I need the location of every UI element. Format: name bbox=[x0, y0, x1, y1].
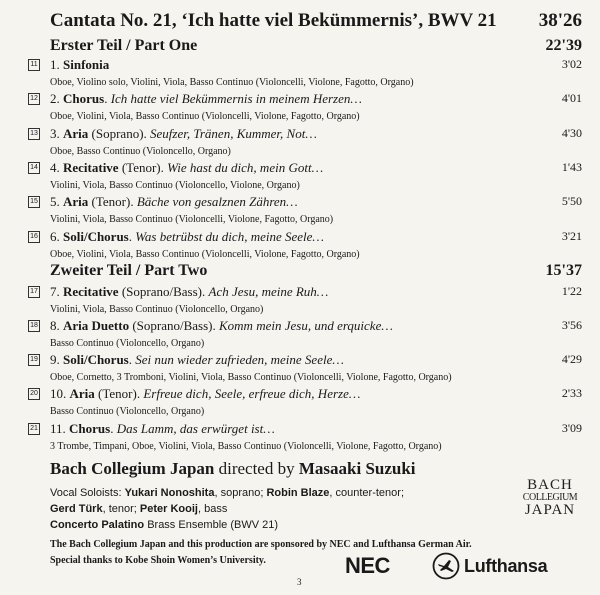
movement-type: Aria bbox=[63, 126, 89, 141]
part-two-title: Zweiter Teil / Part Two bbox=[50, 262, 208, 279]
track-title-line bbox=[50, 386, 582, 402]
part-two-duration: 15'37 bbox=[545, 262, 582, 279]
movement-voice: . bbox=[104, 91, 108, 106]
movement-text: Wie hast du dich, mein Gott… bbox=[167, 160, 324, 175]
track-instrumentation: Violini, Viola, Basso Continuo (Violoncelli, Violone, Fagotto, Organo) bbox=[50, 214, 334, 225]
movement-type: Recitative bbox=[63, 284, 119, 299]
track-number-box: 19 bbox=[28, 354, 40, 366]
track-instrumentation: Basso Continuo (Violoncello, Organo) bbox=[50, 406, 205, 417]
track-duration: 3'02 bbox=[561, 57, 582, 71]
part-two-heading bbox=[50, 262, 582, 280]
sponsor-line-1: The Bach Collegium Japan and this production are sponsored by NEC and Lufthansa German Air. bbox=[50, 539, 472, 550]
track-row bbox=[28, 284, 582, 322]
cantata-title: Cantata No. 21, ‘Ich hatte viel Bekümmernis’, BWV 21 bbox=[50, 10, 497, 31]
track-title-line bbox=[50, 352, 582, 368]
track-row bbox=[28, 194, 582, 232]
track-title-line bbox=[50, 57, 582, 73]
lufthansa-logo: Lufthansa bbox=[464, 556, 548, 576]
total-duration: 38'26 bbox=[538, 10, 582, 31]
movement-voice: (Tenor). bbox=[118, 160, 164, 175]
track-row bbox=[28, 386, 582, 424]
movement-type: Aria Duetto bbox=[63, 318, 130, 333]
movement-type: Chorus bbox=[69, 421, 111, 436]
part-one-title: Erster Teil / Part One bbox=[50, 37, 198, 54]
track-duration: 4'01 bbox=[561, 91, 582, 105]
movement-text: Das Lamm, das erwürget ist… bbox=[116, 421, 275, 436]
soprano-role: , soprano; bbox=[214, 487, 264, 499]
nec-logo: NEC bbox=[345, 553, 390, 578]
movement-number: 11. bbox=[50, 421, 66, 436]
page-number: 3 bbox=[297, 577, 302, 587]
movement-number: 9. bbox=[50, 352, 60, 367]
track-number-box: 21 bbox=[28, 423, 40, 435]
movement-number: 5. bbox=[50, 194, 60, 209]
brass-ensemble-line bbox=[50, 519, 278, 531]
track-instrumentation: Basso Continuo (Violoncello, Organo) bbox=[50, 338, 205, 349]
track-duration: 1'43 bbox=[561, 160, 582, 174]
track-row bbox=[28, 91, 582, 129]
track-row bbox=[28, 352, 582, 390]
track-title bbox=[50, 194, 298, 210]
movement-text: Was betrübst du dich, meine Seele… bbox=[135, 229, 324, 244]
movement-type: Aria bbox=[63, 194, 89, 209]
track-title-line bbox=[50, 284, 582, 300]
track-duration: 5'50 bbox=[561, 194, 582, 208]
countertenor-role: , counter-tenor; bbox=[329, 487, 404, 499]
part-one-duration: 22'39 bbox=[545, 37, 582, 54]
directed-by-label: directed by bbox=[218, 459, 295, 478]
movement-text: Ich hatte viel Bekümmernis in meinem Herzen… bbox=[110, 91, 362, 106]
movement-number: 10. bbox=[50, 386, 67, 401]
ensemble-name: Bach Collegium Japan bbox=[50, 459, 215, 478]
movement-type: Recitative bbox=[63, 160, 119, 175]
movement-voice: (Tenor). bbox=[94, 386, 141, 401]
track-title-line bbox=[50, 229, 582, 245]
track-row bbox=[28, 126, 582, 164]
track-number-box: 12 bbox=[28, 93, 40, 105]
movement-text: Erfreue dich, Seele, erfreue dich, Herze… bbox=[143, 386, 361, 401]
movement-type: Aria bbox=[69, 386, 95, 401]
track-duration: 1'22 bbox=[561, 284, 582, 298]
track-title-line bbox=[50, 421, 582, 437]
bach-collegium-japan-logo bbox=[519, 478, 581, 518]
track-number-box: 13 bbox=[28, 128, 40, 140]
track-number-box: 15 bbox=[28, 196, 40, 208]
track-title-line bbox=[50, 160, 582, 176]
brass-ensemble-name: Concerto Palatino bbox=[50, 519, 145, 531]
movement-number: 4. bbox=[50, 160, 60, 175]
track-duration: 3'09 bbox=[561, 421, 582, 435]
track-instrumentation: Violini, Viola, Basso Continuo (Violoncello, Violone, Organo) bbox=[50, 180, 300, 191]
cantata-title-row bbox=[50, 10, 582, 32]
track-instrumentation: Violini, Viola, Basso Continuo (Violoncello, Organo) bbox=[50, 304, 264, 315]
track-title bbox=[50, 229, 324, 245]
track-title bbox=[50, 126, 317, 142]
track-title bbox=[50, 421, 275, 437]
soprano-name: Yukari Nonoshita bbox=[124, 487, 215, 499]
track-instrumentation: 3 Trombe, Timpani, Oboe, Violini, Viola, Basso Continuo (Violoncelli, Violone, Fagotto, Organo) bbox=[50, 441, 442, 452]
track-title-line bbox=[50, 126, 582, 142]
logo-line-bach: BACH bbox=[527, 477, 573, 493]
movement-text: Komm mein Jesu, und erquicke… bbox=[219, 318, 393, 333]
movement-voice: (Soprano/Bass). bbox=[118, 284, 206, 299]
track-title-line bbox=[50, 194, 582, 210]
track-duration: 4'30 bbox=[561, 126, 582, 140]
movement-voice: . bbox=[128, 229, 132, 244]
movement-type: Soli/Chorus bbox=[63, 352, 129, 367]
movement-voice: . bbox=[110, 421, 114, 436]
vocal-label: Vocal Soloists: bbox=[50, 487, 122, 499]
movement-text: Ach Jesu, meine Ruh… bbox=[208, 284, 329, 299]
track-row bbox=[28, 318, 582, 356]
movement-text: Sei nun wieder zufrieden, meine Seele… bbox=[135, 352, 344, 367]
movement-number: 2. bbox=[50, 91, 60, 106]
track-number-box: 17 bbox=[28, 286, 40, 298]
track-duration: 3'56 bbox=[561, 318, 582, 332]
bass-role: , bass bbox=[197, 503, 228, 515]
track-title bbox=[50, 318, 393, 334]
movement-number: 3. bbox=[50, 126, 60, 141]
movement-text: Seufzer, Tränen, Kummer, Not… bbox=[150, 126, 317, 141]
movement-type: Chorus bbox=[63, 91, 105, 106]
movement-type: Soli/Chorus bbox=[63, 229, 129, 244]
lufthansa-crane-icon bbox=[432, 552, 460, 580]
track-title bbox=[50, 386, 360, 402]
movement-voice: . bbox=[128, 352, 132, 367]
track-title bbox=[50, 57, 109, 73]
movement-text: Bäche von gesalznen Zähren… bbox=[136, 194, 298, 209]
sponsor-line-2: Special thanks to Kobe Shoin Women’s University. bbox=[50, 555, 266, 566]
track-instrumentation: Oboe, Violini, Viola, Basso Continuo (Violoncelli, Violone, Fagotto, Organo) bbox=[50, 249, 360, 260]
movement-voice: (Tenor). bbox=[88, 194, 134, 209]
track-number-box: 16 bbox=[28, 231, 40, 243]
movement-number: 6. bbox=[50, 229, 60, 244]
track-title-line bbox=[50, 91, 582, 107]
movement-number: 7. bbox=[50, 284, 60, 299]
vocal-soloists-line2 bbox=[50, 503, 227, 515]
track-number-box: 14 bbox=[28, 162, 40, 174]
track-title bbox=[50, 91, 362, 107]
track-duration: 3'21 bbox=[561, 229, 582, 243]
track-title bbox=[50, 284, 328, 300]
tenor-name: Gerd Türk bbox=[50, 503, 103, 515]
conductor-name: Masaaki Suzuki bbox=[298, 459, 416, 478]
tenor-role: , tenor; bbox=[102, 503, 137, 515]
track-title bbox=[50, 352, 344, 368]
vocal-soloists-line1 bbox=[50, 487, 404, 499]
part-one-heading bbox=[50, 37, 582, 55]
movement-number: 1. bbox=[50, 57, 60, 72]
track-instrumentation: Oboe, Violini, Viola, Basso Continuo (Violoncelli, Violone, Fagotto, Organo) bbox=[50, 111, 360, 122]
track-number-box: 11 bbox=[28, 59, 40, 71]
track-duration: 4'29 bbox=[561, 352, 582, 366]
track-instrumentation: Oboe, Violino solo, Violini, Viola, Basso Continuo (Violoncelli, Violone, Fagotto, Organo) bbox=[50, 77, 414, 88]
movement-type: Sinfonia bbox=[63, 57, 110, 72]
logo-line-japan: JAPAN bbox=[524, 502, 576, 518]
track-instrumentation: Oboe, Cornetto, 3 Tromboni, Violini, Viola, Basso Continuo (Violoncelli, Violone, Fagotto, Organo) bbox=[50, 372, 452, 383]
track-row bbox=[28, 57, 582, 95]
bass-name: Peter Kooij bbox=[139, 503, 198, 515]
movement-voice: (Soprano/Bass). bbox=[129, 318, 216, 333]
track-row bbox=[28, 160, 582, 198]
track-number-box: 20 bbox=[28, 388, 40, 400]
track-row bbox=[28, 421, 582, 459]
track-duration: 2'33 bbox=[561, 386, 582, 400]
movement-number: 8. bbox=[50, 318, 60, 333]
track-instrumentation: Oboe, Basso Continuo (Violoncello, Organo) bbox=[50, 146, 231, 157]
track-number-box: 18 bbox=[28, 320, 40, 332]
logo-line-collegium: COLLEGIUM bbox=[522, 492, 578, 503]
performer-heading bbox=[50, 459, 416, 479]
countertenor-name: Robin Blaze bbox=[266, 487, 330, 499]
track-title bbox=[50, 160, 323, 176]
track-title-line bbox=[50, 318, 582, 334]
brass-ensemble-role: Brass Ensemble (BWV 21) bbox=[147, 519, 279, 531]
movement-voice: (Soprano). bbox=[88, 126, 147, 141]
